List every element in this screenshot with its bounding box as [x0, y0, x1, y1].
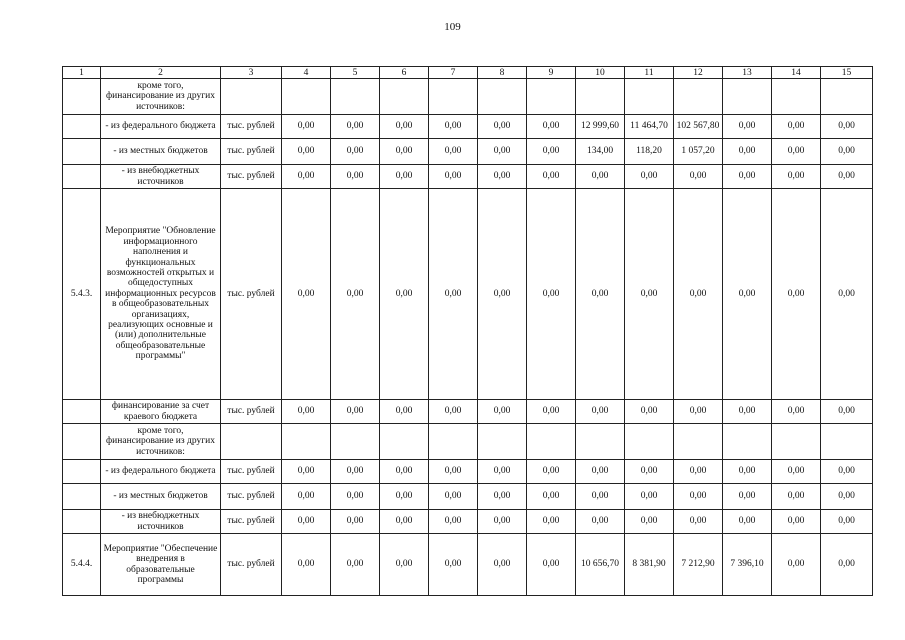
value-cell: 0,00	[723, 115, 772, 139]
value-cell: 0,00	[331, 534, 380, 596]
value-cell	[478, 79, 527, 115]
value-cell: 0,00	[821, 189, 873, 400]
value-cell: 0,00	[478, 460, 527, 484]
value-cell: 0,00	[478, 165, 527, 189]
table-row	[63, 460, 873, 484]
value-cell: 0,00	[625, 510, 674, 534]
value-cell: 0,00	[576, 510, 625, 534]
value-cell: 0,00	[821, 115, 873, 139]
value-cell	[576, 424, 625, 460]
value-cell: 0,00	[674, 189, 723, 400]
unit-cell	[221, 424, 282, 460]
value-cell: 0,00	[380, 400, 429, 424]
column-header: 2	[101, 67, 221, 79]
column-header: 1	[63, 67, 101, 79]
description-cell: кроме того, финансирование из других источников:	[101, 79, 221, 115]
value-cell: 0,00	[478, 189, 527, 400]
unit-cell: тыс. рублей	[221, 400, 282, 424]
value-cell: 0,00	[282, 460, 331, 484]
value-cell: 0,00	[527, 534, 576, 596]
unit-cell: тыс. рублей	[221, 115, 282, 139]
value-cell	[331, 79, 380, 115]
item-number-cell	[63, 424, 101, 460]
value-cell: 0,00	[723, 460, 772, 484]
description-cell: - из федерального бюджета	[101, 460, 221, 484]
value-cell	[674, 424, 723, 460]
table-row	[63, 165, 873, 189]
header-row	[63, 67, 873, 79]
description-cell: - из внебюджетных источников	[101, 510, 221, 534]
unit-cell: тыс. рублей	[221, 139, 282, 165]
value-cell: 0,00	[625, 165, 674, 189]
value-cell: 0,00	[282, 400, 331, 424]
value-cell: 0,00	[282, 484, 331, 510]
value-cell: 134,00	[576, 139, 625, 165]
value-cell: 0,00	[576, 189, 625, 400]
value-cell: 0,00	[674, 510, 723, 534]
value-cell: 0,00	[429, 139, 478, 165]
description-cell: - из местных бюджетов	[101, 139, 221, 165]
value-cell: 0,00	[429, 115, 478, 139]
column-header: 3	[221, 67, 282, 79]
value-cell: 0,00	[674, 400, 723, 424]
value-cell: 0,00	[723, 165, 772, 189]
column-header: 6	[380, 67, 429, 79]
value-cell: 0,00	[282, 510, 331, 534]
value-cell: 0,00	[821, 510, 873, 534]
column-header: 12	[674, 67, 723, 79]
value-cell: 0,00	[723, 484, 772, 510]
value-cell: 0,00	[478, 400, 527, 424]
value-cell: 0,00	[576, 165, 625, 189]
description-cell: кроме того, финансирование из других источников:	[101, 424, 221, 460]
description-cell: Мероприятие "Обеспечение внедрения в образовательные программы	[101, 534, 221, 596]
column-header: 5	[331, 67, 380, 79]
value-cell: 0,00	[821, 165, 873, 189]
value-cell: 0,00	[821, 460, 873, 484]
value-cell: 11 464,70	[625, 115, 674, 139]
value-cell: 7 212,90	[674, 534, 723, 596]
value-cell: 0,00	[821, 139, 873, 165]
value-cell	[429, 424, 478, 460]
value-cell: 0,00	[821, 400, 873, 424]
table-row	[63, 484, 873, 510]
value-cell: 7 396,10	[723, 534, 772, 596]
value-cell: 0,00	[429, 165, 478, 189]
value-cell: 0,00	[331, 460, 380, 484]
column-header: 15	[821, 67, 873, 79]
value-cell: 0,00	[478, 484, 527, 510]
value-cell	[380, 424, 429, 460]
value-cell: 0,00	[674, 460, 723, 484]
value-cell: 0,00	[331, 115, 380, 139]
value-cell: 0,00	[625, 189, 674, 400]
value-cell: 0,00	[527, 189, 576, 400]
value-cell: 0,00	[723, 400, 772, 424]
value-cell: 0,00	[380, 165, 429, 189]
value-cell: 118,20	[625, 139, 674, 165]
value-cell: 0,00	[772, 400, 821, 424]
unit-cell: тыс. рублей	[221, 460, 282, 484]
table-row	[63, 510, 873, 534]
column-header: 13	[723, 67, 772, 79]
value-cell: 8 381,90	[625, 534, 674, 596]
unit-cell: тыс. рублей	[221, 510, 282, 534]
value-cell: 0,00	[772, 460, 821, 484]
item-number-cell	[63, 484, 101, 510]
value-cell: 0,00	[576, 400, 625, 424]
table-row	[63, 400, 873, 424]
value-cell: 1 057,20	[674, 139, 723, 165]
value-cell: 0,00	[331, 400, 380, 424]
value-cell	[380, 79, 429, 115]
value-cell: 0,00	[429, 400, 478, 424]
item-number-cell	[63, 79, 101, 115]
value-cell: 0,00	[674, 484, 723, 510]
value-cell: 0,00	[282, 165, 331, 189]
value-cell: 0,00	[331, 484, 380, 510]
value-cell: 0,00	[282, 139, 331, 165]
item-number-cell: 5.4.4.	[63, 534, 101, 596]
page-number: 109	[444, 21, 461, 33]
unit-cell	[221, 79, 282, 115]
table-row	[63, 189, 873, 400]
value-cell	[821, 79, 873, 115]
value-cell: 0,00	[772, 510, 821, 534]
column-header: 8	[478, 67, 527, 79]
column-header: 10	[576, 67, 625, 79]
value-cell: 0,00	[380, 189, 429, 400]
value-cell: 0,00	[380, 139, 429, 165]
value-cell: 0,00	[331, 189, 380, 400]
unit-cell: тыс. рублей	[221, 534, 282, 596]
item-number-cell	[63, 510, 101, 534]
value-cell: 0,00	[527, 484, 576, 510]
table-row	[63, 115, 873, 139]
value-cell: 0,00	[331, 510, 380, 534]
value-cell: 0,00	[723, 139, 772, 165]
value-cell: 0,00	[331, 139, 380, 165]
value-cell: 0,00	[282, 189, 331, 400]
value-cell: 0,00	[723, 510, 772, 534]
value-cell: 0,00	[625, 400, 674, 424]
description-cell: - из внебюджетных источников	[101, 165, 221, 189]
table-row	[63, 139, 873, 165]
value-cell	[625, 79, 674, 115]
unit-cell: тыс. рублей	[221, 165, 282, 189]
column-header: 11	[625, 67, 674, 79]
value-cell	[527, 424, 576, 460]
value-cell	[576, 79, 625, 115]
value-cell	[625, 424, 674, 460]
value-cell: 0,00	[429, 484, 478, 510]
description-cell: - из федерального бюджета	[101, 115, 221, 139]
description-cell: - из местных бюджетов	[101, 484, 221, 510]
value-cell: 0,00	[380, 510, 429, 534]
value-cell	[331, 424, 380, 460]
value-cell	[429, 79, 478, 115]
value-cell: 0,00	[429, 460, 478, 484]
value-cell	[527, 79, 576, 115]
value-cell: 0,00	[625, 484, 674, 510]
item-number-cell	[63, 460, 101, 484]
value-cell: 0,00	[380, 460, 429, 484]
item-number-cell	[63, 139, 101, 165]
item-number-cell	[63, 165, 101, 189]
value-cell: 0,00	[576, 460, 625, 484]
value-cell: 0,00	[772, 165, 821, 189]
description-cell: Мероприятие "Обновление информационного наполнения и функциональных возможностей открытых и общедоступных информационных ресурсов в общеобразовательных организациях, реализующих основные и (или) дополнительные общеобразовательные программы"	[101, 189, 221, 400]
value-cell: 0,00	[527, 460, 576, 484]
value-cell: 0,00	[380, 484, 429, 510]
column-header: 14	[772, 67, 821, 79]
value-cell: 0,00	[380, 534, 429, 596]
value-cell: 0,00	[429, 189, 478, 400]
value-cell: 10 656,70	[576, 534, 625, 596]
unit-cell: тыс. рублей	[221, 484, 282, 510]
item-number-cell	[63, 115, 101, 139]
item-number-cell	[63, 400, 101, 424]
value-cell	[674, 79, 723, 115]
value-cell	[772, 424, 821, 460]
value-cell: 0,00	[282, 115, 331, 139]
unit-cell: тыс. рублей	[221, 189, 282, 400]
value-cell	[723, 424, 772, 460]
value-cell: 12 999,60	[576, 115, 625, 139]
table-body	[63, 79, 873, 596]
column-header: 4	[282, 67, 331, 79]
value-cell: 0,00	[821, 534, 873, 596]
value-cell: 0,00	[527, 400, 576, 424]
value-cell: 0,00	[527, 165, 576, 189]
value-cell: 0,00	[380, 115, 429, 139]
value-cell: 0,00	[527, 510, 576, 534]
value-cell: 0,00	[772, 534, 821, 596]
value-cell: 0,00	[772, 189, 821, 400]
value-cell	[282, 424, 331, 460]
table-row	[63, 424, 873, 460]
value-cell: 0,00	[429, 534, 478, 596]
value-cell: 102 567,80	[674, 115, 723, 139]
value-cell: 0,00	[723, 189, 772, 400]
value-cell	[723, 79, 772, 115]
description-cell: финансирование за счет краевого бюджета	[101, 400, 221, 424]
value-cell: 0,00	[625, 460, 674, 484]
value-cell: 0,00	[478, 510, 527, 534]
value-cell: 0,00	[772, 115, 821, 139]
column-header: 9	[527, 67, 576, 79]
value-cell: 0,00	[527, 115, 576, 139]
table-row	[63, 79, 873, 115]
value-cell	[478, 424, 527, 460]
value-cell: 0,00	[478, 115, 527, 139]
value-cell: 0,00	[772, 139, 821, 165]
budget-table	[62, 66, 873, 596]
value-cell	[821, 424, 873, 460]
value-cell	[282, 79, 331, 115]
value-cell: 0,00	[772, 484, 821, 510]
column-header: 7	[429, 67, 478, 79]
value-cell: 0,00	[821, 484, 873, 510]
value-cell: 0,00	[478, 534, 527, 596]
value-cell: 0,00	[674, 165, 723, 189]
value-cell: 0,00	[331, 165, 380, 189]
value-cell: 0,00	[429, 510, 478, 534]
value-cell: 0,00	[576, 484, 625, 510]
item-number-cell: 5.4.3.	[63, 189, 101, 400]
value-cell: 0,00	[527, 139, 576, 165]
table-row	[63, 534, 873, 596]
value-cell: 0,00	[478, 139, 527, 165]
value-cell: 0,00	[282, 534, 331, 596]
value-cell	[772, 79, 821, 115]
